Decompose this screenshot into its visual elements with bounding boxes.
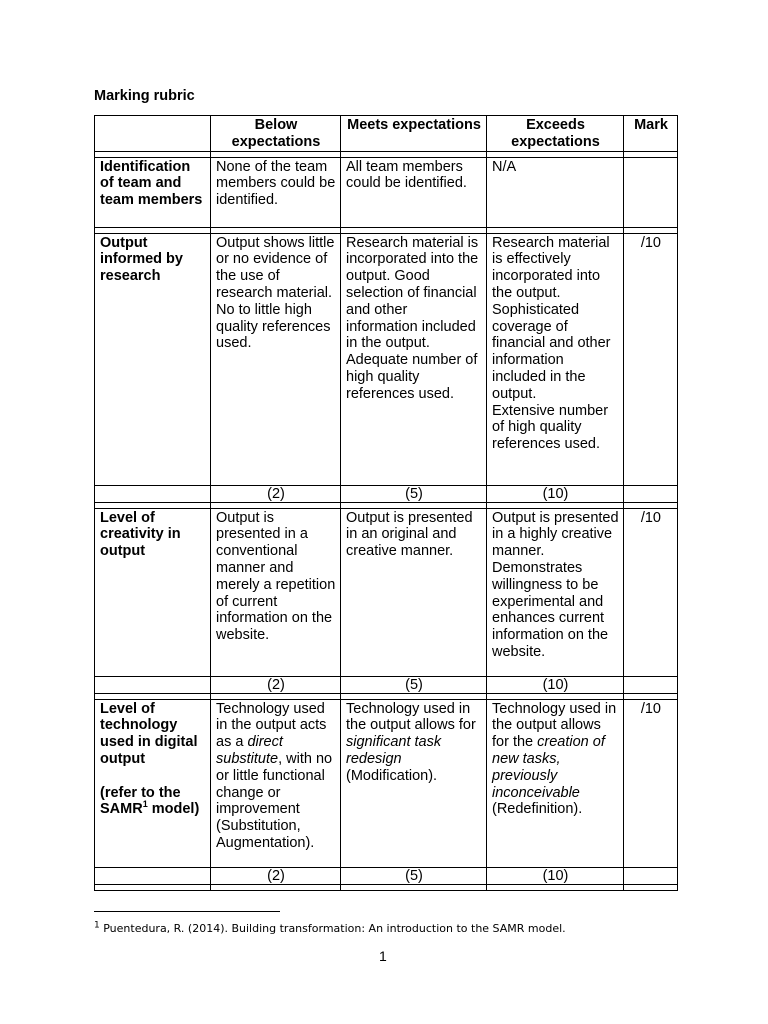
- exceeds-description: N/A: [487, 157, 624, 227]
- score-meets: (5): [341, 485, 487, 502]
- header-below: Below expectations: [211, 116, 341, 152]
- marking-rubric-table: [94, 115, 678, 891]
- criterion-label: Output informed by research: [95, 233, 211, 485]
- criterion-label: Level of creativity in output: [95, 508, 211, 676]
- criterion-label-main: Level of technology used in digital output: [100, 700, 198, 767]
- mark-cell: [624, 157, 678, 227]
- score-exceeds: (10): [487, 867, 624, 884]
- below-description: Technology used in the output acts as a direct substitute, with no or little functional change or improvement (Substitution, Augmentation).: [211, 699, 341, 867]
- score-below: (2): [211, 676, 341, 693]
- exceeds-description: Output is presented in a highly creative manner. Demonstrates willingness to be experimental and enhances current information on the website.: [487, 508, 624, 676]
- mark-cell: /10: [624, 233, 678, 485]
- footnote-marker: 1: [94, 920, 100, 931]
- criterion-row-creativity: [95, 508, 678, 676]
- mark-cell: /10: [624, 508, 678, 676]
- criterion-row-identification: [95, 157, 678, 227]
- criterion-row-technology: [95, 699, 678, 867]
- header-meets: Meets expectations: [341, 116, 487, 152]
- exceeds-description: Technology used in the output allows for the creation of new tasks, previously inconceivable (Redefinition).: [487, 699, 624, 867]
- score-below: (2): [211, 867, 341, 884]
- footnote-separator: [94, 911, 280, 912]
- score-meets: (5): [341, 867, 487, 884]
- score-row: [95, 485, 678, 502]
- criterion-label: Identification of team and team members: [95, 157, 211, 227]
- page-number: 1: [379, 948, 387, 964]
- score-exceeds: (10): [487, 485, 624, 502]
- score-row: [95, 676, 678, 693]
- header-exceeds: Exceeds expectations: [487, 116, 624, 152]
- exceeds-description: Research material is effectively incorporated into the output. Sophisticated coverage of financial and other information included in the output. Extensive number of high quality references used.: [487, 233, 624, 485]
- below-description: Output shows little or no evidence of the use of research material. No to little high quality references used.: [211, 233, 341, 485]
- criterion-note: (refer to the SAMR$^1$ model): [100, 784, 200, 818]
- score-exceeds: (10): [487, 676, 624, 693]
- mark-cell: /10: [624, 699, 678, 867]
- header-criterion-cell: [95, 116, 211, 152]
- header-mark: Mark: [624, 116, 678, 152]
- below-description: Output is presented in a conventional manner and merely a repetition of current information on the website.: [211, 508, 341, 676]
- meets-description: Technology used in the output allows for significant task redesign (Modification).: [341, 699, 487, 867]
- footnote-ref: 1: [142, 799, 148, 810]
- spacer-row: [95, 884, 678, 890]
- header-row: [95, 116, 678, 152]
- footnote: [94, 922, 566, 935]
- criterion-row-research: [95, 233, 678, 485]
- meets-description: Research material is incorporated into the output. Good selection of financial and other information included in the output. Adequate number of high quality references used.: [341, 233, 487, 485]
- meets-description: All team members could be identified.: [341, 157, 487, 227]
- page-title: Marking rubric: [94, 88, 195, 104]
- score-row: [95, 867, 678, 884]
- score-meets: (5): [341, 676, 487, 693]
- criterion-label: [95, 699, 211, 867]
- below-description: None of the team members could be identified.: [211, 157, 341, 227]
- score-below: (2): [211, 485, 341, 502]
- meets-description: Output is presented in an original and creative manner.: [341, 508, 487, 676]
- footnote-text: Puentedura, R. (2014). Building transformation: An introduction to the SAMR model.: [99, 922, 566, 935]
